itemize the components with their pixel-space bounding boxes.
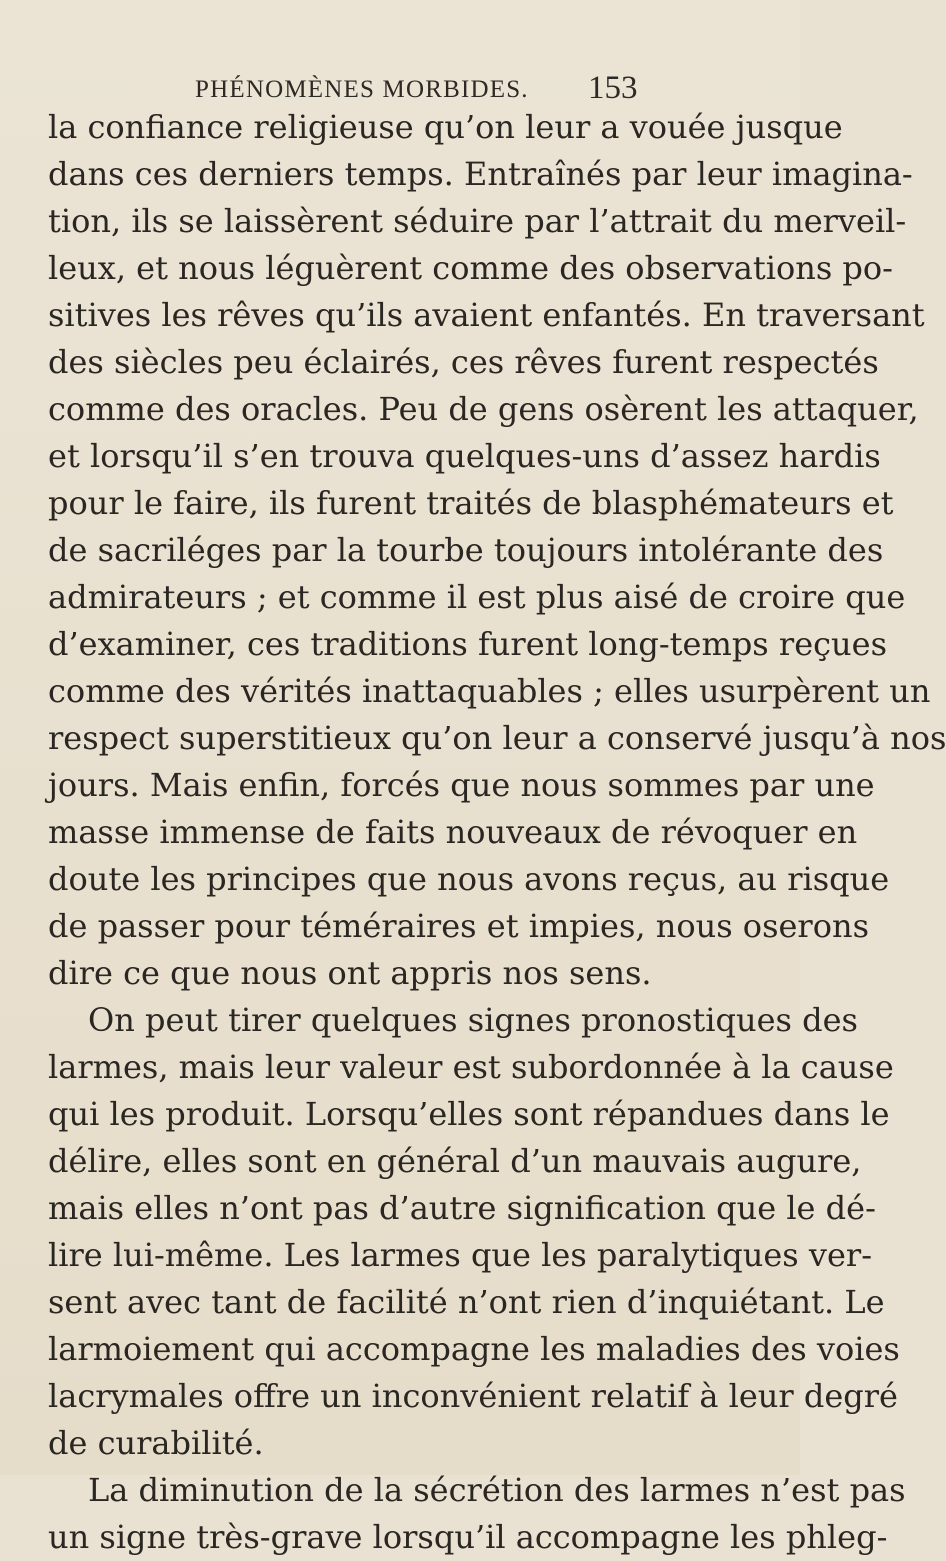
- text-line: pour le faire, ils furent traités de blasphémateurs et: [48, 484, 894, 522]
- paragraph-end-line: de curabilité.: [48, 1424, 264, 1462]
- text-line: un signe très-grave lorsqu’il accompagne les phleg-: [48, 1518, 888, 1556]
- body-text: [48, 104, 946, 1561]
- text-line: leux, et nous léguèrent comme des observations po-: [48, 249, 893, 287]
- text-line: mais elles n’ont pas d’autre signification que le dé-: [48, 1189, 876, 1227]
- text-line: admirateurs ; et comme il est plus aisé de croire que: [48, 578, 906, 616]
- text-line: des siècles peu éclairés, ces rêves furent respectés: [48, 343, 879, 381]
- text-line: sent avec tant de facilité n’ont rien d’inquiétant. Le: [48, 1283, 885, 1321]
- page-number: 153: [588, 70, 638, 106]
- text-line: qui les produit. Lorsqu’elles sont répandues dans le: [48, 1095, 890, 1133]
- text-line: et lorsqu’il s’en trouva quelques-uns d’assez hardis: [48, 437, 881, 475]
- text-line: doute les principes que nous avons reçus, au risque: [48, 860, 890, 898]
- text-line: respect superstitieux qu’on leur a conservé jusqu’à nos: [48, 719, 946, 757]
- paragraph-start-line: La diminution de la sécrétion des larmes n’est pas: [88, 1471, 906, 1509]
- text-line: jours. Mais enfin, forcés que nous sommes par une: [48, 766, 875, 804]
- text-line: tion, ils se laissèrent séduire par l’attrait du merveil-: [48, 202, 907, 240]
- paragraph-start-line: On peut tirer quelques signes pronostiques des: [88, 1001, 858, 1039]
- text-line: délire, elles sont en général d’un mauvais augure,: [48, 1142, 862, 1180]
- text-line: larmoiement qui accompagne les maladies des voies: [48, 1330, 900, 1368]
- paragraph-end-line: dire ce que nous ont appris nos sens.: [48, 954, 652, 992]
- text-line: de passer pour téméraires et impies, nous oserons: [48, 907, 870, 945]
- text-line: de sacriléges par la tourbe toujours intolérante des: [48, 531, 884, 569]
- text-line: masse immense de faits nouveaux de révoquer en: [48, 813, 858, 851]
- text-line: dans ces derniers temps. Entraînés par leur imagina-: [48, 155, 913, 193]
- running-head: PHÉNOMÈNES MORBIDES.: [195, 76, 529, 103]
- text-line: larmes, mais leur valeur est subordonnée à la cause: [48, 1048, 894, 1086]
- text-line: comme des vérités inattaquables ; elles usurpèrent un: [48, 672, 931, 710]
- text-line: sitives les rêves qu’ils avaient enfantés. En traversant: [48, 296, 925, 334]
- text-line: d’examiner, ces traditions furent long-temps reçues: [48, 625, 888, 663]
- text-line: la confiance religieuse qu’on leur a vouée jusque: [48, 108, 843, 146]
- text-line: lire lui-même. Les larmes que les paralytiques ver-: [48, 1236, 872, 1274]
- text-line: comme des oracles. Peu de gens osèrent les attaquer,: [48, 390, 919, 428]
- text-line: lacrymales offre un inconvénient relatif à leur degré: [48, 1377, 898, 1415]
